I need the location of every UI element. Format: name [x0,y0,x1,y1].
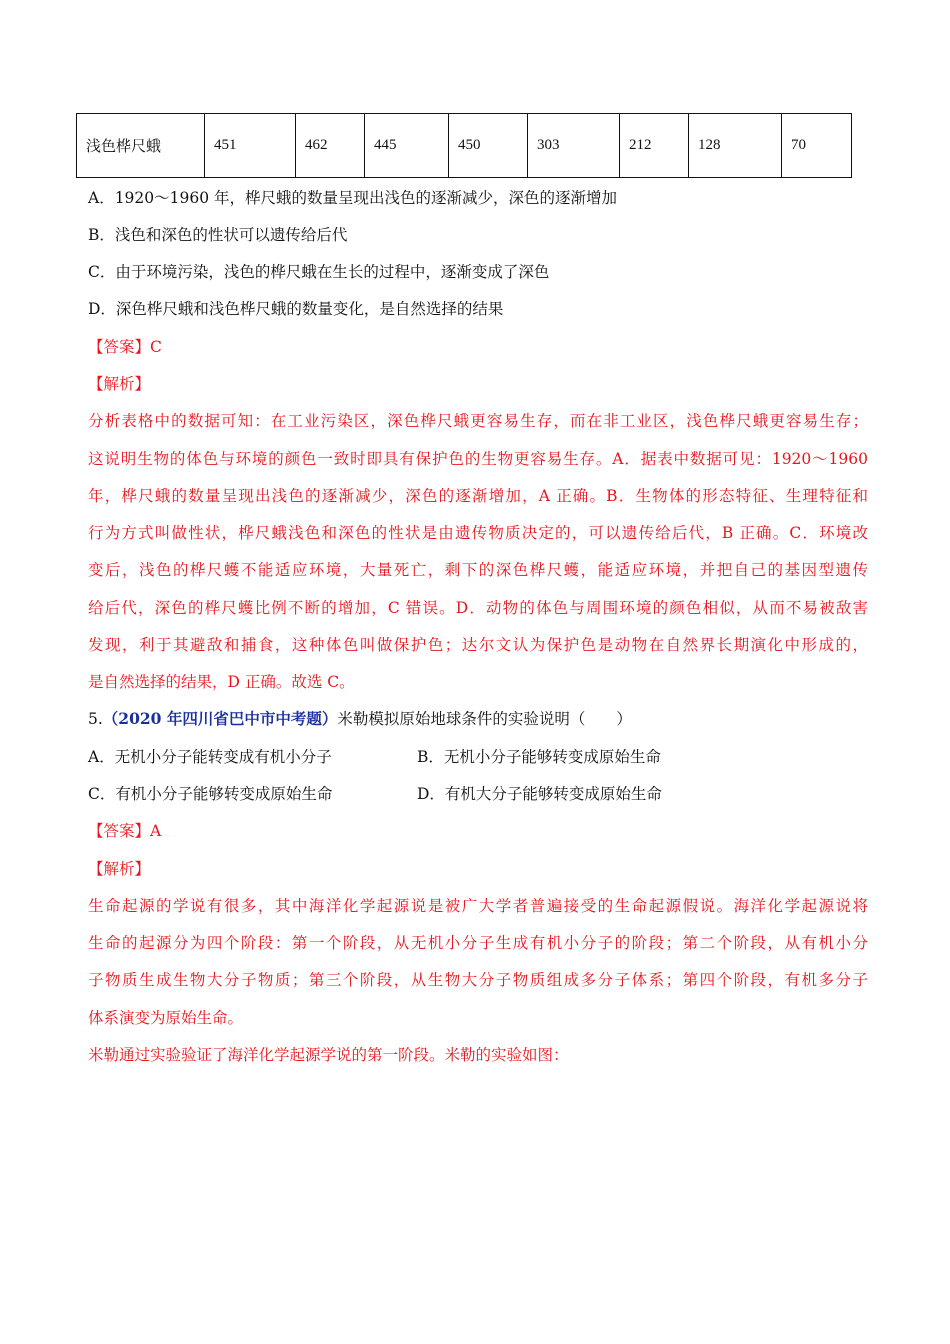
q5-stem: 米勒模拟原始地球条件的实验说明（ ） [337,710,632,728]
q4-analysis-line: 变后，浅色的桦尺蠖不能适应环境，大量死亡，剩下的深色桦尺蠖，能适应环境，并把自己的基因型遗传 [88,561,868,579]
q4-analysis-line: 年，桦尺蛾的数量呈现出浅色的逐渐减少，深色的逐渐增加，A 正确。B．生物体的形态特征、生理特征和 [88,487,868,505]
q4-analysis-line: 是自然选择的结果，D 正确。故选 C。 [88,673,355,691]
q5-option-a: A．无机小分子能转变成有机小分子 [88,748,332,766]
q5-stem-line [88,708,632,730]
q5-analysis-line: 生命起源的学说有很多，其中海洋化学起源说是被广大学者普遍接受的生命起源假说。海洋化学起源说将 [88,897,868,915]
q5-source: （2020 年四川省巴中市中考题） [102,709,338,728]
moth-data-table [76,113,852,178]
q5-analysis-line: 体系演变为原始生命。 [88,1009,244,1027]
q5-analysis-extra: 米勒通过实验验证了海洋化学起源学说的第一阶段。米勒的实验如图： [88,1046,569,1064]
q5-option-b: B．无机小分子能够转变成原始生命 [417,748,661,766]
q4-analysis-line: 分析表格中的数据可知：在工业污染区，深色桦尺蛾更容易生存，而在非工业区，浅色桦尺蛾更容易生存； [88,412,868,430]
q4-analysis-line: 行为方式叫做性状，桦尺蛾浅色和深色的性状是由遗传物质决定的，可以遗传给后代，B 正确。C．环境改 [88,524,868,542]
q5-analysis-line: 子物质生成生物大分子物质；第三个阶段，从生物大分子物质组成多分子体系；第四个阶段，有机多分子 [88,971,868,989]
q4-option-b: B．浅色和深色的性状可以遗传给后代 [88,226,348,244]
q4-option-a: A．1920～1960 年，桦尺蛾的数量呈现出浅色的逐渐减少，深色的逐渐增加 [88,189,618,207]
q4-analysis-line: 发现，利于其避敌和捕食，这种体色叫做保护色；达尔文认为保护色是动物在自然界长期演化中形成的， [88,636,868,654]
table-cell: 450 [449,114,528,178]
table-cell: 70 [782,114,852,178]
table-cell: 128 [689,114,782,178]
q4-answer: 【答案】C [88,338,162,356]
table-cell: 303 [528,114,620,178]
table-cell-label: 浅色桦尺蛾 [77,114,205,178]
q5-answer: 【答案】A [88,822,162,840]
table-cell: 212 [620,114,689,178]
table-row-light-moth [77,114,852,178]
q4-analysis-line: 给后代，深色的桦尺蠖比例不断的增加，C 错误。D．动物的体色与周围环境的颜色相似，从而不易被敌害 [88,599,868,617]
q5-analysis-label: 【解析】 [88,860,151,878]
q5-option-d: D．有机大分子能够转变成原始生命 [417,785,662,803]
q4-option-d: D．深色桦尺蛾和浅色桦尺蛾的数量变化，是自然选择的结果 [88,300,504,318]
table-cell: 451 [205,114,296,178]
q5-number: 5. [88,710,103,728]
table-cell: 445 [365,114,449,178]
q5-analysis-line: 生命的起源分为四个阶段：第一个阶段，从无机小分子生成有机小分子的阶段；第二个阶段，从有机小分 [88,934,868,952]
q4-analysis-label: 【解析】 [88,375,151,393]
q4-option-c: C．由于环境污染，浅色的桦尺蛾在生长的过程中，逐渐变成了深色 [88,263,550,281]
table-cell: 462 [296,114,365,178]
q5-option-c: C．有机小分子能够转变成原始生命 [88,785,333,803]
q4-analysis-line: 这说明生物的体色与环境的颜色一致时即具有保护色的生物更容易生存。A．据表中数据可见：1920～1960 [88,450,868,468]
